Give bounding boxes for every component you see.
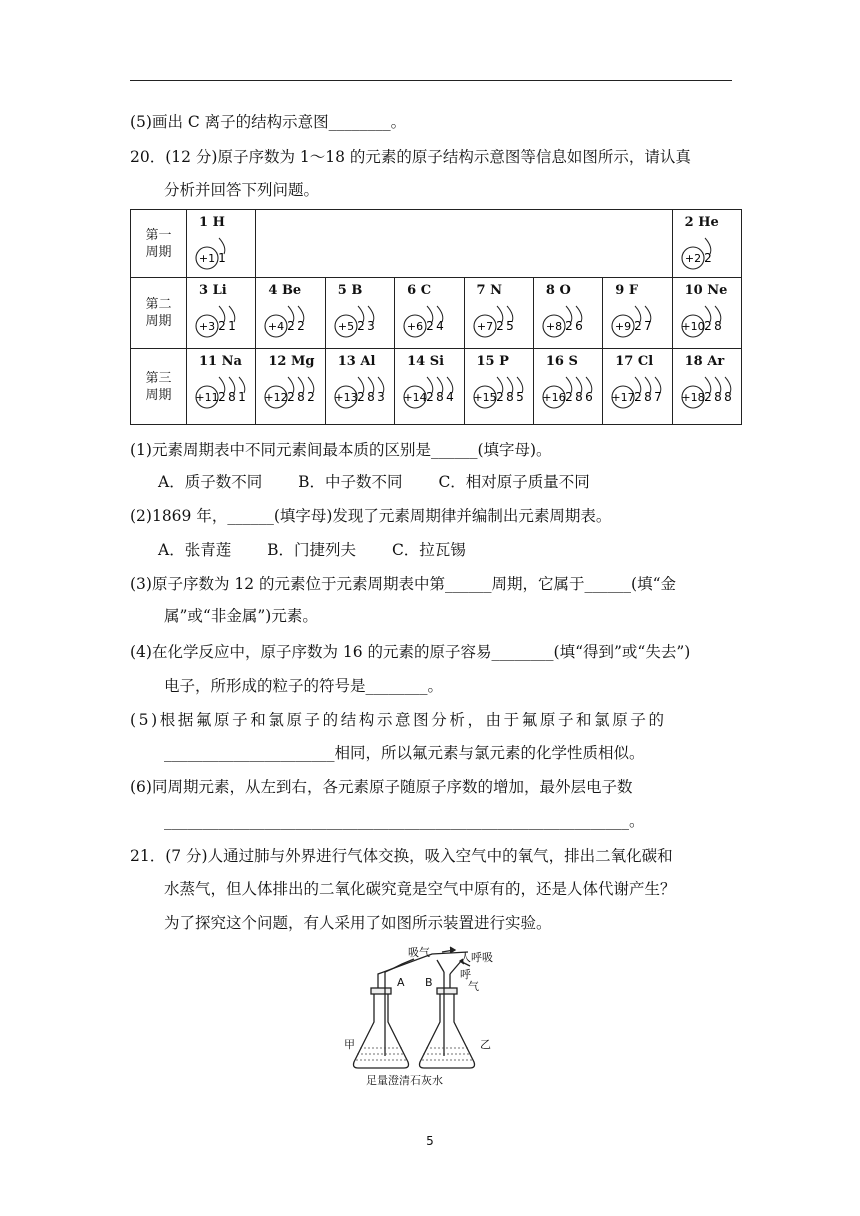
shell-electron-count: 2 xyxy=(426,390,434,404)
element-label: 13 Al xyxy=(337,354,376,369)
shell-electron-count: 2 xyxy=(495,319,504,333)
element-label: 16 S xyxy=(545,354,578,369)
element-cell xyxy=(187,278,256,349)
q20-part2-options: A．张青莲 B．门捷列夫 C．拉瓦锡 xyxy=(158,541,466,559)
shell-electron-count: 2 xyxy=(634,390,643,404)
q21-stem-line3: 为了探究这个问题，有人采用了如图所示装置进行实验。 xyxy=(164,914,552,932)
shell-electron-count: 2 xyxy=(356,319,365,333)
element-cell xyxy=(325,349,394,425)
nucleus-charge: +11 xyxy=(195,391,219,404)
shell-electron-count: 2 xyxy=(426,319,434,333)
shell-electron-count: 8 xyxy=(713,390,722,404)
label-exhale-1: 呼 xyxy=(460,968,471,981)
element-cell xyxy=(533,278,602,349)
label-jia: 甲 xyxy=(344,1038,355,1051)
element-cell xyxy=(672,349,741,425)
shell-electron-count: 8 xyxy=(297,390,306,404)
shell-electron-count: 2 xyxy=(565,319,573,333)
nucleus-charge: +8 xyxy=(545,320,562,333)
q20-part4-line1: (4)在化学反应中，原子序数为 16 的元素的原子容易________(填“得到”或“失去”) xyxy=(130,643,691,661)
period-label-2: 第二 周期 xyxy=(131,278,187,349)
shell-electron-count: 4 xyxy=(446,390,454,404)
nucleus-charge: +4 xyxy=(268,320,285,333)
q20-part1: (1)元素周期表中不同元素间最本质的区别是______(填字母)。 xyxy=(130,441,552,459)
shell-electron-count: 8 xyxy=(436,390,444,404)
q20-part3-line2: 属”或“非金属”)元素。 xyxy=(164,607,318,625)
shell-electron-count: 2 xyxy=(703,319,712,333)
atomic-structure-diagram xyxy=(679,371,741,415)
q20-stem-line1: 20．(12 分)原子序数为 1～18 的元素的原子结构示意图等信息如图所示，请认真 xyxy=(130,148,691,166)
label-yi: 乙 xyxy=(480,1038,491,1051)
element-label: 10 Ne xyxy=(684,283,728,298)
element-cell xyxy=(603,349,672,425)
shell-electron-count: 4 xyxy=(436,319,444,333)
element-label: 2 He xyxy=(684,215,719,230)
atomic-structure-diagram xyxy=(332,371,394,415)
nucleus-charge: +16 xyxy=(542,391,566,404)
shell-electron-count: 1 xyxy=(228,319,236,333)
period-label-3: 第三 周期 xyxy=(131,349,187,425)
element-label: 14 Si xyxy=(407,354,445,369)
atomic-structure-diagram xyxy=(193,300,255,344)
atomic-structure-diagram xyxy=(609,300,671,344)
nucleus-charge: +2 xyxy=(684,252,701,265)
shell-electron-count: 2 xyxy=(703,390,712,404)
element-cell xyxy=(672,210,741,278)
shell-electron-count: 8 xyxy=(228,390,236,404)
caption-limewater: 足量澄清石灰水 xyxy=(366,1074,443,1087)
page-number: 5 xyxy=(426,1134,434,1148)
nucleus-charge: +14 xyxy=(403,391,427,404)
shell-electron-count: 6 xyxy=(585,390,593,404)
shell-electron-count: 3 xyxy=(366,319,375,333)
element-label: 5 B xyxy=(337,283,363,298)
atomic-structure-diagram xyxy=(609,371,671,415)
q20-part3-line1: (3)原子序数为 12 的元素位于元素周期表中第______周期，它属于______(填“金 xyxy=(130,575,677,593)
shell-electron-count: 8 xyxy=(644,390,653,404)
atomic-structure-diagram xyxy=(401,300,463,344)
q20-part2: (2)1869 年，______(填字母)发现了元素周期律并编制出元素周期表。 xyxy=(130,507,612,525)
element-label: 6 C xyxy=(407,283,432,298)
nucleus-charge: +18 xyxy=(681,391,705,404)
shell-electron-count: 1 xyxy=(218,251,226,265)
atomic-structure-diagram xyxy=(193,371,255,415)
q20-part6-line1: (6)同周期元素，从左到右，各元素原子随原子序数的增加，最外层电子数 xyxy=(130,778,633,796)
element-cell xyxy=(395,349,464,425)
q21-stem-line2: 水蒸气，但人体排出的二氧化碳究竟是空气中原有的，还是人体代谢产生？ xyxy=(164,880,676,898)
period-label-1: 第一 周期 xyxy=(131,210,187,278)
shell-electron-count: 2 xyxy=(703,251,712,265)
q21-stem-line1: 21．(7 分)人通过肺与外界进行气体交换，吸入空气中的氧气，排出二氧化碳和 xyxy=(130,847,673,865)
shell-electron-count: 2 xyxy=(218,390,226,404)
q20-part6-line2: ____________________________________________________________。 xyxy=(164,812,645,830)
header-rule xyxy=(130,80,732,81)
nucleus-charge: +10 xyxy=(681,320,705,333)
shell-electron-count: 7 xyxy=(644,319,653,333)
atomic-structure-diagram xyxy=(193,232,255,276)
shell-electron-count: 8 xyxy=(505,390,514,404)
element-cell xyxy=(187,349,256,425)
shell-electron-count: 7 xyxy=(654,390,663,404)
element-label: 12 Mg xyxy=(268,354,315,369)
flask-jia xyxy=(354,992,409,1068)
label-b: B xyxy=(425,976,433,989)
element-label: 7 N xyxy=(476,283,502,298)
element-cell xyxy=(395,278,464,349)
nucleus-charge: +13 xyxy=(334,391,358,404)
flask-yi xyxy=(420,992,475,1068)
shell-electron-count: 6 xyxy=(575,319,583,333)
q20-part4-line2: 电子，所形成的粒子的符号是________。 xyxy=(164,677,444,695)
atomic-structure-diagram xyxy=(540,371,602,415)
stopper-jia xyxy=(371,988,391,994)
element-cell xyxy=(256,349,325,425)
label-a: A xyxy=(397,976,405,989)
atomic-structure-diagram xyxy=(332,300,394,344)
shell-electron-count: 2 xyxy=(634,319,643,333)
element-label: 9 F xyxy=(615,283,639,298)
nucleus-charge: +6 xyxy=(407,320,424,333)
nucleus-charge: +5 xyxy=(337,320,354,333)
element-label: 11 Na xyxy=(199,354,242,369)
nucleus-charge: +17 xyxy=(611,391,635,404)
label-exhale-2: 气 xyxy=(468,980,479,993)
element-cell xyxy=(187,210,256,278)
shell-electron-count: 2 xyxy=(297,319,306,333)
stopper-yi xyxy=(437,988,457,994)
element-cell xyxy=(603,278,672,349)
nucleus-charge: +15 xyxy=(472,391,497,404)
atomic-structure-diagram xyxy=(471,300,533,344)
shell-electron-count: 8 xyxy=(366,390,375,404)
shell-electron-count: 8 xyxy=(575,390,583,404)
shell-electron-count: 2 xyxy=(495,390,504,404)
shell-electron-count: 3 xyxy=(376,390,385,404)
nucleus-charge: +9 xyxy=(615,320,632,333)
shell-electron-count: 2 xyxy=(356,390,365,404)
nucleus-charge: +12 xyxy=(264,391,288,404)
shell-electron-count: 5 xyxy=(505,319,514,333)
shell-electron-count: 2 xyxy=(565,390,573,404)
element-cell xyxy=(672,278,741,349)
atomic-structure-diagram xyxy=(471,371,533,415)
element-label: 8 O xyxy=(545,283,571,298)
atomic-structure-diagram xyxy=(401,371,463,415)
nucleus-charge: +7 xyxy=(476,320,493,333)
nucleus-charge: +3 xyxy=(198,320,216,333)
q19-part5: (5)画出 C 离子的结构示意图________。 xyxy=(130,113,407,131)
shell-electron-count: 2 xyxy=(287,390,296,404)
element-cell xyxy=(325,278,394,349)
atomic-structure-diagram xyxy=(540,300,602,344)
element-cell xyxy=(256,278,325,349)
q20-part5-line1: (5)根据氟原子和氯原子的结构示意图分析，由于氟原子和氯原子的 xyxy=(130,711,667,729)
atomic-structure-diagram xyxy=(262,300,324,344)
element-label: 17 Cl xyxy=(615,354,654,369)
atomic-structure-diagram xyxy=(262,371,324,415)
empty-gap xyxy=(256,210,672,278)
shell-electron-count: 2 xyxy=(218,319,226,333)
element-cell xyxy=(533,349,602,425)
element-cell xyxy=(464,349,533,425)
shell-electron-count: 1 xyxy=(238,390,246,404)
shell-electron-count: 8 xyxy=(713,319,722,333)
element-label: 4 Be xyxy=(268,283,302,298)
q20-stem-line2: 分析并回答下列问题。 xyxy=(164,181,320,199)
q20-part1-options: A．质子数不同 B．中子数不同 C．相对原子质量不同 xyxy=(158,473,590,491)
atomic-structure-diagram xyxy=(679,300,741,344)
element-label: 18 Ar xyxy=(684,354,725,369)
shell-electron-count: 2 xyxy=(307,390,316,404)
periodic-table xyxy=(130,209,742,425)
element-label: 1 H xyxy=(199,215,225,230)
label-breath: 人呼吸 xyxy=(460,951,493,964)
element-cell xyxy=(464,278,533,349)
shell-electron-count: 8 xyxy=(723,390,732,404)
shell-electron-count: 2 xyxy=(287,319,296,333)
label-inhale: 吸气 xyxy=(408,946,430,959)
element-label: 3 Li xyxy=(199,283,227,298)
shell-electron-count: 5 xyxy=(515,390,524,404)
q20-part5-line2: ______________________相同，所以氟元素与氯元素的化学性质相似。 xyxy=(164,744,645,762)
nucleus-charge: +1 xyxy=(198,252,216,265)
atomic-structure-diagram xyxy=(679,232,741,276)
breathing-apparatus-diagram xyxy=(342,944,522,1092)
element-label: 15 P xyxy=(476,354,509,369)
